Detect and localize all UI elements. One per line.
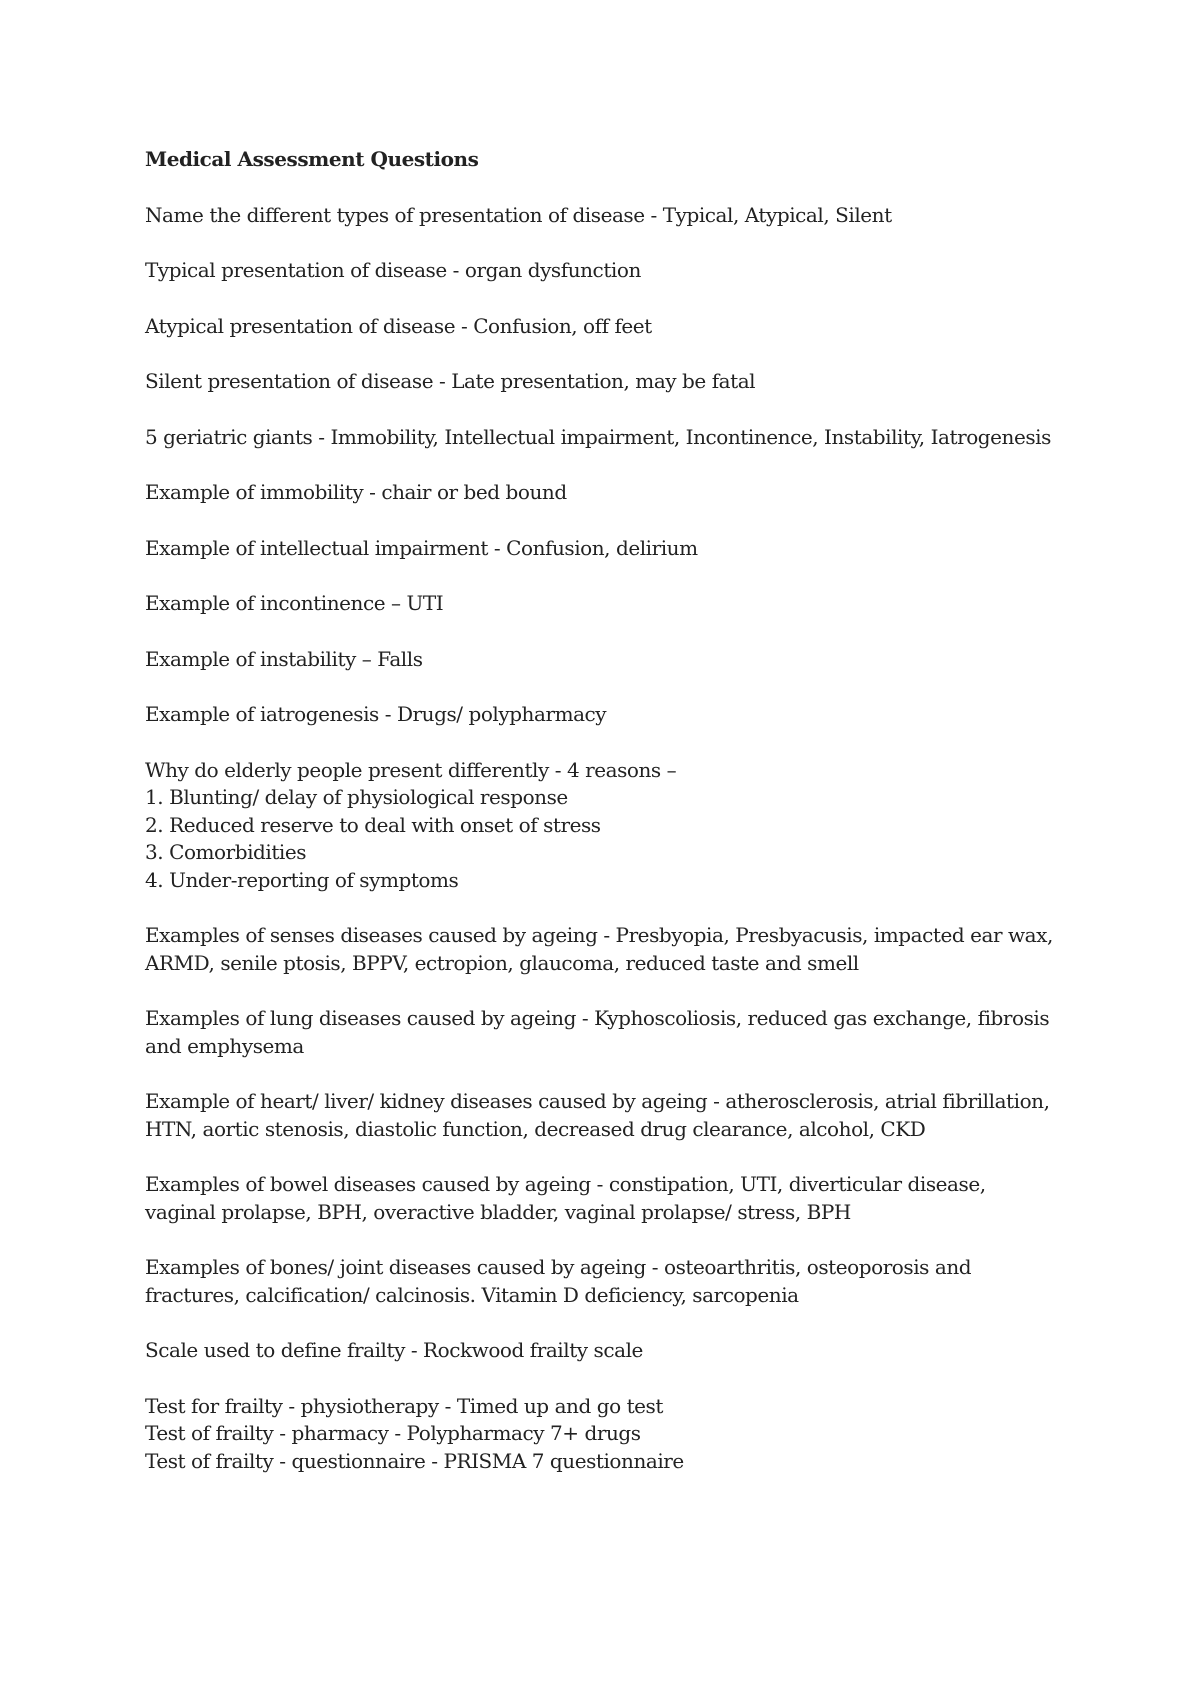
paragraph-line: Examples of lung diseases caused by ageing - Kyphoscoliosis, reduced gas exchange, fibrosis: [145, 1006, 1050, 1030]
paragraph-line: Example of instability – Falls: [145, 646, 423, 671]
paragraph: [145, 1337, 1090, 1365]
paragraph-line: 4. Under-reporting of symptoms: [145, 867, 459, 892]
paragraph: [145, 313, 1090, 341]
paragraph-line: Example of immobility - chair or bed bound: [145, 480, 567, 504]
paragraph: [145, 202, 1090, 230]
paragraph: [145, 257, 1090, 285]
paragraph: [145, 590, 1090, 618]
paragraph: [145, 479, 1090, 507]
paragraph-line: 5 geriatric giants - Immobility, Intellectual impairment, Incontinence, Instability, Iatrogenesis: [145, 424, 1051, 449]
paragraph-line: Example of heart/ liver/ kidney diseases caused by ageing - atherosclerosis, atrial fibrillation,: [145, 1089, 1050, 1113]
paragraph: [145, 701, 1090, 729]
paragraph: [145, 535, 1090, 563]
paragraph: [145, 1254, 1090, 1309]
paragraph: [145, 757, 1090, 895]
paragraph-line: ARMD, senile ptosis, BPPV, ectropion, glaucoma, reduced taste and smell: [145, 950, 859, 975]
paragraph-line: 2. Reduced reserve to deal with onset of stress: [145, 812, 601, 837]
paragraph-line: Test of frailty - questionnaire - PRISMA 7 questionnaire: [145, 1448, 684, 1473]
paragraph-line: vaginal prolapse, BPH, overactive bladder, vaginal prolapse/ stress, BPH: [145, 1199, 851, 1224]
paragraph-line: Silent presentation of disease - Late presentation, may be fatal: [145, 369, 756, 393]
paragraph-line: fractures, calcification/ calcinosis. Vitamin D deficiency, sarcopenia: [145, 1282, 799, 1307]
paragraph: [145, 368, 1090, 396]
paragraph-line: Typical presentation of disease - organ dysfunction: [145, 258, 641, 282]
document-body: [145, 146, 1090, 1503]
paragraph-line: Scale used to define frailty - Rockwood frailty scale: [145, 1338, 643, 1362]
paragraph-line: Test of frailty - pharmacy - Polypharmacy 7+ drugs: [145, 1421, 641, 1445]
paragraph: [145, 424, 1090, 452]
paragraph-line: and emphysema: [145, 1033, 304, 1058]
paragraph-line: Test for frailty - physiotherapy - Timed up and go test: [145, 1393, 663, 1418]
paragraph-line: Atypical presentation of disease - Confusion, off feet: [145, 313, 652, 338]
paragraph-line: Examples of bones/ joint diseases caused by ageing - osteoarthritis, osteoporosis and: [145, 1255, 972, 1279]
paragraph-line: Example of intellectual impairment - Confusion, delirium: [145, 535, 698, 560]
paragraph: [145, 1088, 1090, 1143]
document-title: Medical Assessment Questions: [145, 147, 479, 171]
paragraph: [145, 1005, 1090, 1060]
paragraph-line: Examples of bowel diseases caused by ageing - constipation, UTI, diverticular disease,: [145, 1172, 986, 1196]
paragraph-line: HTN, aortic stenosis, diastolic function, decreased drug clearance, alcohol, CKD: [145, 1116, 926, 1141]
paragraph: [145, 1171, 1090, 1226]
paragraph-line: Why do elderly people present differently - 4 reasons –: [145, 757, 677, 782]
paragraph-line: 1. Blunting/ delay of physiological response: [145, 785, 568, 809]
paragraph: [145, 922, 1090, 977]
paragraph: [145, 1393, 1090, 1476]
paragraph-line: 3. Comorbidities: [145, 840, 307, 864]
paragraph: [145, 646, 1090, 674]
paragraph-line: Example of incontinence – UTI: [145, 591, 444, 615]
paragraph-line: Example of iatrogenesis - Drugs/ polypharmacy: [145, 702, 607, 726]
paragraph-line: Examples of senses diseases caused by ageing - Presbyopia, Presbyacusis, impacted ear wax,: [145, 923, 1053, 947]
paragraph-line: Name the different types of presentation of disease - Typical, Atypical, Silent: [145, 202, 892, 227]
